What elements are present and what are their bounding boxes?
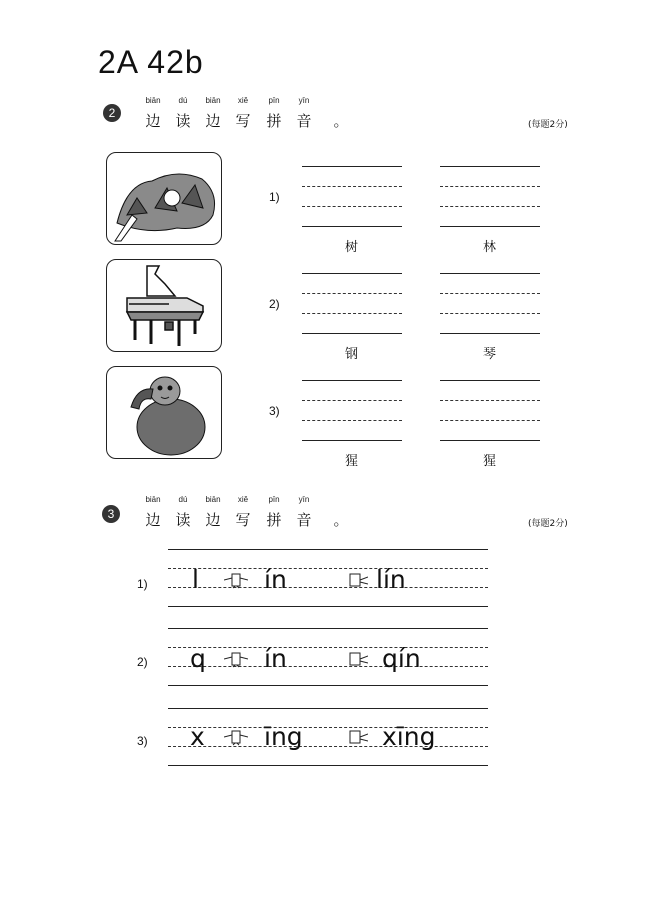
section-2-pinyin-row [0, 495, 645, 507]
final-syllable: īng [264, 722, 303, 751]
pinyin-writing-lines[interactable] [302, 380, 402, 442]
heading-char: 写 [235, 511, 251, 529]
pinyin-writing-lines[interactable] [440, 166, 540, 228]
pinyin-syllable: biān [205, 495, 221, 504]
heading-char: 写 [235, 112, 251, 130]
section-1-pinyin-row [0, 96, 645, 108]
pinyin-spelling-row [168, 708, 488, 766]
word-char: 树 [345, 240, 359, 255]
plus-character-icon [224, 650, 248, 670]
heading-char: 读 [175, 511, 191, 529]
heading-char: 拼 [266, 511, 282, 529]
pinyin-spelling-row [168, 549, 488, 607]
equals-character-icon [344, 650, 368, 670]
word-char: 林 [483, 240, 497, 255]
page-code: 2A 42b [98, 44, 204, 80]
orangutan-picture [106, 366, 222, 459]
item-number: 2) [269, 297, 280, 311]
pinyin-writing-lines[interactable] [440, 273, 540, 335]
heading-char: 边 [145, 112, 161, 130]
initial-syllable: q [190, 644, 206, 673]
pinyin-syllable: xiě [237, 495, 249, 504]
pinyin-writing-lines[interactable] [302, 273, 402, 335]
section-2-score-note: (每题2分) [528, 519, 568, 529]
final-syllable: ín [264, 644, 287, 673]
heading-char: 边 [205, 112, 221, 130]
pinyin-syllable: yīn [298, 96, 310, 105]
pinyin-syllable: biān [145, 96, 161, 105]
heading-char: 读 [175, 112, 191, 130]
item-number: 3) [137, 734, 148, 748]
pinyin-syllable: xiě [237, 96, 249, 105]
word-char: 猩 [345, 454, 359, 469]
heading-char: 边 [205, 511, 221, 529]
heading-char: 拼 [266, 112, 282, 130]
pinyin-syllable: dú [178, 495, 188, 504]
heading-char: 边 [145, 511, 161, 529]
combined-syllable: qín [382, 644, 421, 673]
equals-character-icon [344, 571, 368, 591]
plus-character-icon [224, 728, 248, 748]
section-2-number-badge: 3 [102, 505, 120, 523]
piano-picture [106, 259, 222, 352]
pinyin-syllable: dú [178, 96, 188, 105]
pinyin-syllable: biān [145, 495, 161, 504]
word-char: 猩 [483, 454, 497, 469]
word-char: 钢 [345, 347, 359, 362]
pinyin-syllable: biān [205, 96, 221, 105]
plus-character-icon [224, 571, 248, 591]
pinyin-writing-lines[interactable] [440, 380, 540, 442]
heading-period: 。 [333, 112, 349, 130]
pinyin-syllable: pīn [268, 96, 280, 105]
item-number: 2) [137, 655, 148, 669]
equals-character-icon [344, 728, 368, 748]
word-char: 琴 [483, 347, 497, 362]
combined-syllable: lín [376, 565, 406, 594]
pinyin-syllable: pīn [268, 495, 280, 504]
heading-char: 音 [296, 511, 312, 529]
pinyin-writing-lines[interactable] [302, 166, 402, 228]
section-1-score-note: (每题2分) [528, 120, 568, 130]
initial-syllable: x [190, 722, 205, 751]
pinyin-spelling-row [168, 628, 488, 686]
final-syllable: ín [264, 565, 287, 594]
pinyin-syllable: yīn [298, 495, 310, 504]
item-number: 3) [269, 404, 280, 418]
tree-forest-picture [106, 152, 222, 245]
section-1-number-badge: 2 [103, 104, 121, 122]
initial-syllable: l [192, 565, 199, 594]
heading-char: 音 [296, 112, 312, 130]
item-number: 1) [137, 577, 148, 591]
heading-period: 。 [333, 511, 349, 529]
item-number: 1) [269, 190, 280, 204]
combined-syllable: xīng [382, 722, 436, 751]
